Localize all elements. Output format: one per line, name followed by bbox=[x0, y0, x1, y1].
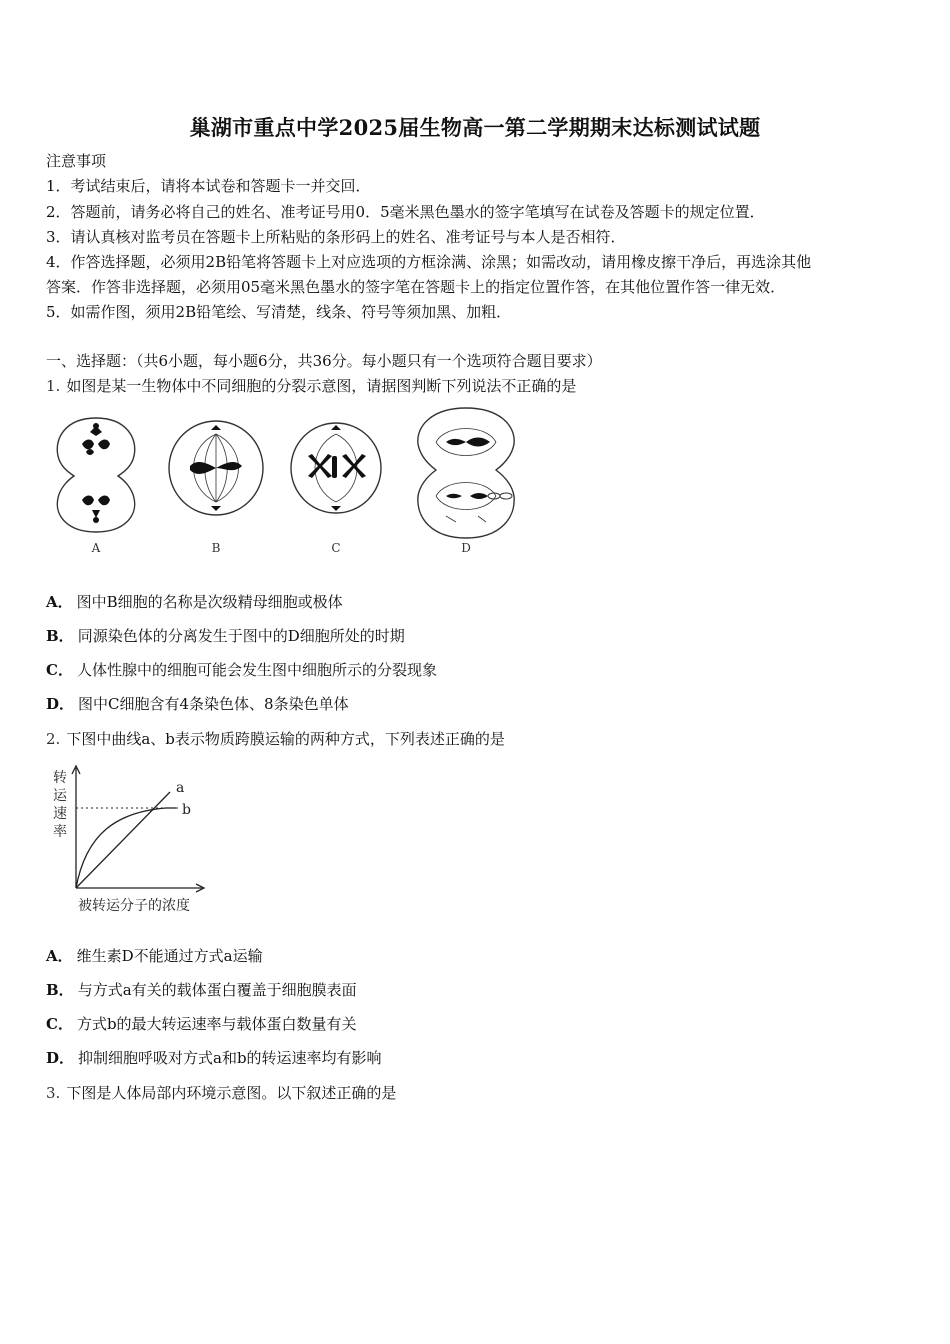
cell-division-figure bbox=[46, 404, 526, 564]
figure-label-c: C bbox=[331, 541, 341, 555]
option-text: 抑制细胞呼吸对方式a和b的转运速率均有影响 bbox=[78, 1049, 382, 1067]
y-axis-char: 运 bbox=[53, 788, 67, 804]
option-text: 同源染色体的分离发生于图中的D细胞所处的时期 bbox=[77, 627, 405, 645]
option-text: 图中B细胞的名称是次级精母细胞或极体 bbox=[76, 593, 343, 611]
option-key: A． bbox=[46, 947, 73, 965]
question-text: 下图中曲线a、b表示物质跨膜运输的两种方式，下列表述正确的是 bbox=[66, 730, 505, 748]
option-key: D． bbox=[46, 695, 75, 713]
option-key: C． bbox=[46, 1015, 73, 1033]
curve-a-label: a bbox=[176, 780, 185, 796]
question-number: 3. bbox=[46, 1084, 61, 1102]
notice-line: 5．如需作图，须用2B铅笔绘、写清楚，线条、符号等须加黑、加粗． bbox=[46, 303, 512, 321]
option-key: C． bbox=[46, 661, 73, 679]
question-2-option-c[interactable] bbox=[46, 1014, 357, 1034]
question-2-stem bbox=[46, 729, 505, 749]
option-text: 方式b的最大转运速率与载体蛋白数量有关 bbox=[76, 1015, 357, 1033]
section-heading: 一、选择题：（共6小题，每小题6分，共36分。每小题只有一个选项符合题目要求） bbox=[46, 352, 602, 370]
curve-b-line bbox=[76, 808, 166, 888]
y-axis-char: 速 bbox=[53, 806, 67, 822]
option-text: 人体性腺中的细胞可能会发生图中细胞所示的分裂现象 bbox=[76, 661, 437, 679]
notice-line: 1．考试结束后，请将本试卷和答题卡一并交回． bbox=[46, 177, 371, 195]
question-3-stem bbox=[46, 1083, 396, 1103]
question-2-option-b[interactable] bbox=[46, 980, 357, 1000]
question-1-option-b[interactable] bbox=[46, 626, 405, 646]
option-text: 与方式a有关的载体蛋白覆盖于细胞膜表面 bbox=[77, 981, 357, 999]
transport-rate-graph bbox=[46, 764, 226, 920]
notice-line: 4．作答选择题，必须用2B铅笔将答题卡上对应选项的方框涂满、涂黑；如需改动，请用橡皮擦干净后，再选涂其他 bbox=[46, 253, 812, 271]
figure-label-d: D bbox=[461, 541, 471, 555]
figure-label-a: A bbox=[91, 541, 101, 555]
y-axis-char: 转 bbox=[53, 770, 67, 786]
question-number: 2. bbox=[46, 730, 61, 748]
option-text: 维生素D不能通过方式a运输 bbox=[76, 947, 263, 965]
cell-c-diagram bbox=[291, 423, 381, 513]
page-title: 巢湖市重点中学2025届生物高一第二学期期末达标测试试题 bbox=[189, 115, 761, 140]
option-key: D． bbox=[46, 1049, 75, 1067]
question-1-stem bbox=[46, 376, 576, 396]
question-1-option-c[interactable] bbox=[46, 660, 437, 680]
notice-line: 答案．作答非选择题，必须用05毫米黑色墨水的签字笔在答题卡上的指定位置作答，在其他位置作答一律无效． bbox=[46, 278, 786, 296]
notice-heading: 注意事项 bbox=[46, 152, 107, 170]
question-text: 下图是人体局部内环境示意图。以下叙述正确的是 bbox=[66, 1084, 397, 1102]
option-key: B． bbox=[46, 981, 74, 999]
curve-a-line bbox=[76, 792, 170, 888]
notice-line: 3．请认真核对监考员在答题卡上所粘贴的条形码上的姓名、准考证号与本人是否相符． bbox=[46, 228, 626, 246]
option-text: 图中C细胞含有4条染色体、8条染色单体 bbox=[78, 695, 349, 713]
curve-b-label: b bbox=[182, 802, 191, 818]
cell-b-diagram bbox=[169, 421, 263, 515]
question-1-option-d[interactable] bbox=[46, 694, 349, 714]
cell-a-diagram bbox=[57, 418, 134, 532]
x-axis-label: 被转运分子的浓度 bbox=[78, 898, 190, 914]
option-key: B． bbox=[46, 627, 74, 645]
option-key: A． bbox=[46, 593, 73, 611]
question-number: 1. bbox=[46, 377, 61, 395]
figure-label-b: B bbox=[211, 541, 221, 555]
question-2-option-d[interactable] bbox=[46, 1048, 382, 1068]
notice-line: 2．答题前，请务必将自己的姓名、准考证号用0．5毫米黑色墨水的签字笔填写在试卷及答题卡的规定位置． bbox=[46, 203, 765, 221]
y-axis-char: 率 bbox=[53, 824, 67, 840]
question-1-option-a[interactable] bbox=[46, 592, 343, 612]
cell-d-diagram bbox=[418, 408, 514, 538]
question-text: 如图是某一生物体中不同细胞的分裂示意图，请据图判断下列说法不正确的是 bbox=[66, 377, 577, 395]
question-2-option-a[interactable] bbox=[46, 946, 263, 966]
